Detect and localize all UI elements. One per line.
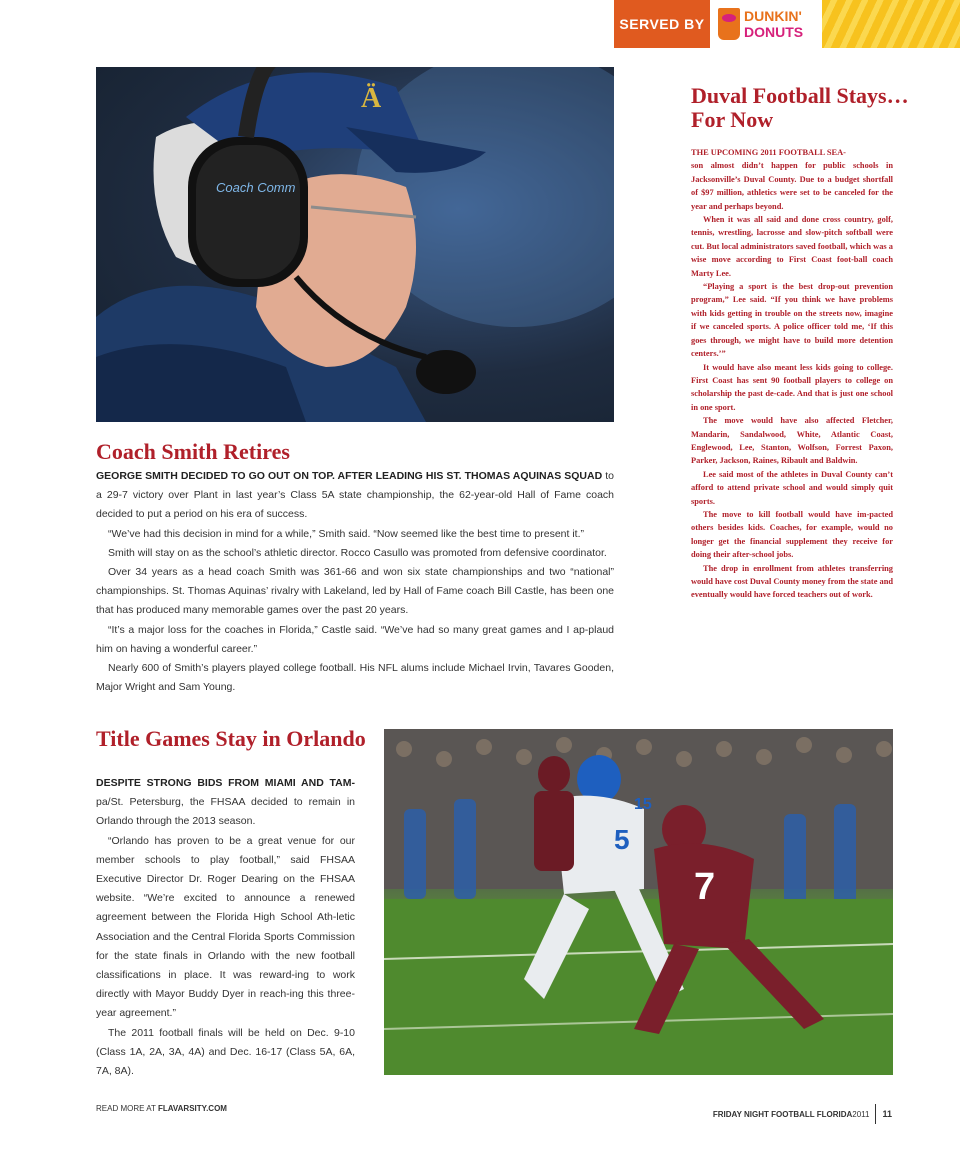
- logo-line-1: DUNKIN': [744, 8, 802, 24]
- coach-paragraph: Smith will stay on as the school’s athletic director. Rocco Casullo was promoted from defensive coordinator.: [108, 546, 607, 559]
- footer-publication: [713, 1104, 892, 1124]
- duval-paragraph: When it was all said and done cross country, golf, tennis, wrestling, lacrosse and slow-pitch softball were cut. But local administrators saved football, which was a wise move according to First Coast foot-ball coach Marty Lee.: [691, 215, 893, 278]
- duval-paragraph: son almost didn’t happen for public schools in Jacksonville’s Duval County. Due to a budget shortfall of $97 million, athletics were set to be canceled for the year and perhaps beyond.: [691, 161, 893, 211]
- footer-publication-title: FRIDAY NIGHT FOOTBALL FLORIDA: [712, 1109, 853, 1119]
- sponsor-stripes: [822, 0, 960, 48]
- footer-read-more-prefix: READ MORE AT: [96, 1104, 158, 1113]
- coach-article-body: [96, 467, 614, 697]
- coach-photo: [96, 67, 614, 422]
- duval-paragraph: Lee said most of the athletes in Duval County can’t afford to attend private school and would simply quit sports.: [691, 469, 893, 506]
- coffee-cup-icon: [718, 8, 740, 40]
- coach-paragraph: “It’s a major loss for the coaches in Florida,” Castle said. “We’ve had so many great games and I ap-plaud him on having a wonderful career.”: [96, 623, 614, 655]
- logo-line-2: DONUTS: [744, 24, 804, 40]
- coach-paragraph: Over 34 years as a head coach Smith was 361-66 and won six state championships and two “national” championships. St. Thomas Aquinas’ rivalry with Lakeland, led by Hall of Fame coach Bill Castle, has been one that has produced many memorable games over the past 20 years.: [96, 566, 614, 617]
- duval-paragraph: The move would have also affected Fletcher, Mandarin, Sandalwood, White, Atlantic Coast, Englewood, Lee, Stanton, Wolfson, Forrest Paxon, Parker, Jackson, Raines, Ribault and Baldwin.: [691, 416, 893, 466]
- jersey-number-front: 5: [614, 824, 630, 855]
- duval-lead: THE UPCOMING 2011 FOOTBALL SEA-: [691, 148, 846, 157]
- sponsor-label: SERVED BY: [614, 0, 710, 48]
- duval-article-body: [691, 146, 893, 602]
- coach-paragraph: “We’ve had this decision in mind for a while,” Smith said. “Now seemed like the best time to present it.”: [108, 527, 585, 540]
- duval-paragraph: It would have also meant less kids going to college. First Coast has sent 90 football players to college on scholarship the past de-cade. And that is just one school in one sport.: [691, 362, 893, 412]
- svg-text:Ä: Ä: [361, 83, 382, 114]
- jersey-number-defender: 7: [694, 866, 716, 908]
- footer-divider: [875, 1104, 876, 1124]
- title-games-lead: DESPITE STRONG BIDS FROM MIAMI AND TAM-: [96, 777, 355, 789]
- duval-paragraph: The drop in enrollment from athletes transferring would have cost Duval County money from the state and eventually would have forced teachers out of work.: [691, 563, 894, 600]
- title-games-paragraph: “Orlando has proven to be a great venue for our member schools to play football,” said FHSAA Executive Director Dr. Roger Dearing on the FHSAA website. “We’re excited to announce a renewed agreement between the Florida High School Ath-letic Association and the Central Florida Sports Commission for the state finals in Orlando with the new football classifications in place. It was reward-ing to work directly with Mayor Buddy Dyer in reach-ing this three-year agreement.”: [96, 834, 355, 1020]
- title-games-lead-rest: pa/St. Petersburg, the FHSAA decided to remain in Orlando through the 2013 season.: [96, 796, 355, 828]
- coach-paragraph: Nearly 600 of Smith’s players played college football. His NFL alums include Michael Irvin, Tavares Gooden, Major Wright and Sam Young.: [96, 662, 614, 694]
- coach-headline: Coach Smith Retires: [96, 439, 290, 464]
- game-illustration: [384, 729, 893, 1075]
- footer-site-link[interactable]: FLAVARSITY.COM: [157, 1104, 227, 1113]
- coach-lead-rest: to a 29-7 victory over Plant in last year’s Class 5A state championship, the 62-year-old Hall of Fame coach decided to put a period on his era of success.: [96, 470, 614, 521]
- title-games-headline: Title Games Stay in Orlando: [96, 726, 366, 751]
- duval-paragraph: “Playing a sport is the best drop-out prevention program,” Lee said. “If you think we have problems with kids getting in trouble on the streets now, imagine if we canceled sports. A police officer told me, ‘If this goes through, we might have to build more detention centers.’”: [691, 282, 893, 359]
- dunkin-donuts-logo: [710, 0, 822, 48]
- duval-paragraph: The move to kill football would have im-pacted others besides kids. Coaches, for example, would no longer get the financial supplement they receive for doing their after-school jobs.: [691, 509, 893, 560]
- title-games-paragraph: The 2011 football finals will be held on Dec. 9-10 (Class 1A, 2A, 3A, 4A) and Dec. 16-17 (Class 5A, 6A, 7A, 8A).: [96, 1026, 355, 1078]
- sponsor-banner: [614, 0, 960, 48]
- footer-year: 2011: [852, 1109, 870, 1119]
- coach-illustration: [96, 67, 614, 422]
- page-number: 11: [882, 1109, 892, 1119]
- coach-lead: GEORGE SMITH DECIDED TO GO OUT ON TOP. AFTER LEADING HIS ST. THOMAS AQUINAS SQUAD: [96, 470, 603, 482]
- duval-headline: Duval Football Stays…For Now: [691, 83, 909, 132]
- footer-read-more: [96, 1104, 227, 1113]
- headset-brand: Coach Comm: [216, 180, 296, 195]
- title-games-article-body: [96, 774, 355, 1081]
- jersey-number-shoulder: 15: [634, 796, 652, 813]
- football-game-photo: [384, 729, 893, 1075]
